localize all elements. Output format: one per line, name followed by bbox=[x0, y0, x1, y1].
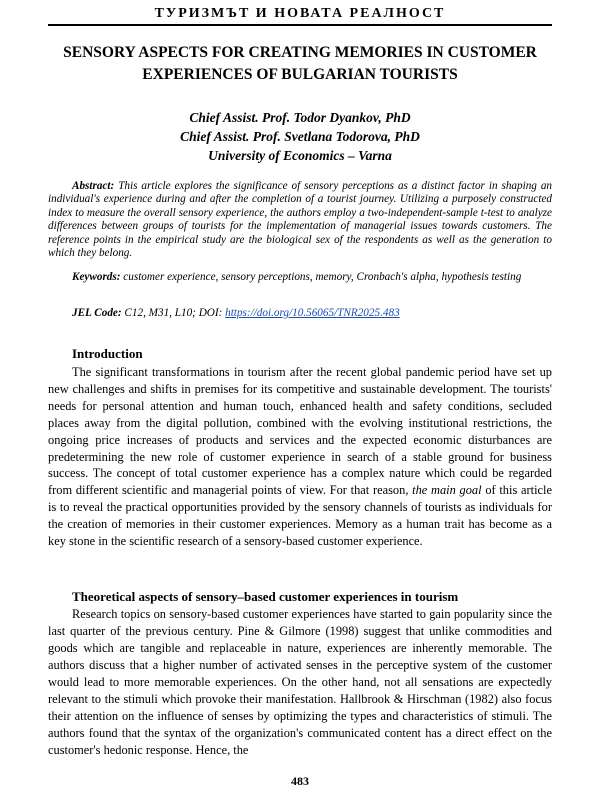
author-block bbox=[0, 108, 600, 165]
theory-paragraph: Research topics on sensory-based customer experiences have started to gain popularity since the last quarter of the previous century. Pine & Gilmore (1998) suggest that unlike commodities and goods which are tangible and replaceable in nature, experiences are inherently memorable. The authors discuss that a higher number of activated senses in the perceptive system of the customer would lead to more memorable experiences. On the other hand, not all sensations are expectedly relevant to the stimuli which provoke their manifestation. Hallbrook & Hirschman (1982) also focus their attention on the influence of senses by optimizing the types and characteristics of stimuli. The authors found that the syntax of the organization's communicated content has a direct effect on the customer's hedonic response. Hence, the bbox=[48, 607, 552, 757]
theory-heading: Theoretical aspects of sensory–based customer experiences in tourism bbox=[72, 589, 459, 604]
jel-text: C12, M31, L10; DOI: bbox=[124, 307, 223, 319]
introduction-heading: Introduction bbox=[72, 346, 143, 361]
jel-codes bbox=[72, 307, 400, 319]
author-1: Chief Assist. Prof. Todor Dyankov, PhD bbox=[189, 110, 411, 125]
doi-link[interactable]: https://doi.org/10.56065/TNR2025.483 bbox=[225, 307, 400, 319]
keywords-text: customer experience, sensory perceptions, memory, Cronbach's alpha, hypothesis testing bbox=[123, 271, 522, 283]
abstract bbox=[48, 180, 552, 260]
abstract-label: Abstract: bbox=[72, 180, 115, 192]
running-header: ТУРИЗМЪТ И НОВАТА РЕАЛНОСТ bbox=[48, 4, 552, 26]
keywords bbox=[48, 270, 552, 284]
intro-emphasis: the main goal bbox=[412, 483, 482, 498]
page-number: 483 bbox=[291, 774, 309, 788]
jel-label: JEL Code: bbox=[72, 307, 122, 319]
paper-title: SENSORY ASPECTS FOR CREATING MEMORIES IN CUSTOMER EXPERIENCES OF BULGARIAN TOURISTS bbox=[63, 44, 537, 83]
introduction-paragraph bbox=[48, 364, 552, 550]
intro-text-1: The significant transformations in tourism after the recent global pandemic period have set up new challenges and shifts in premises for its competitive and sustainable development. The tourists' needs for personal attention and human touch, enhanced health and safety conditions, secluded places away from the digital pollution, combined with the evolving institutional restrictions, the ongoing price increases of products and services and the expected economic disturbances are predetermining the new role of customer experience in search of a stable ground for business success. The concept of total customer experience has a complex nature which could be regarded from different scientific and managerial points of view. For that reason, bbox=[48, 365, 552, 498]
intro-text-2: of this article is to reveal the practical opportunities provided by the sensory channels of tourists as individuals for the creation of memories in their customer experiences. Memory as a human trait has become as a key stone in the scientific research of a sensory-based customer experience. bbox=[48, 483, 552, 549]
abstract-text: This article explores the significance of sensory perceptions as a distinct factor in shaping an individual's experience during and after the completion of a tourist journey. Utilizing a purposely constructed index to measure the overall sensory experience, the authors employ a two-independent-sample t-test to analyze differences between groups of tourists for the implementation of managerial issues towards customers. The reference points in the empirical study are the biological sex of the respondents as well as the generation to which they belong. bbox=[48, 180, 553, 260]
affiliation: University of Economics – Varna bbox=[208, 148, 392, 163]
author-2: Chief Assist. Prof. Svetlana Todorova, PhD bbox=[180, 129, 420, 144]
keywords-label: Keywords: bbox=[72, 271, 121, 283]
